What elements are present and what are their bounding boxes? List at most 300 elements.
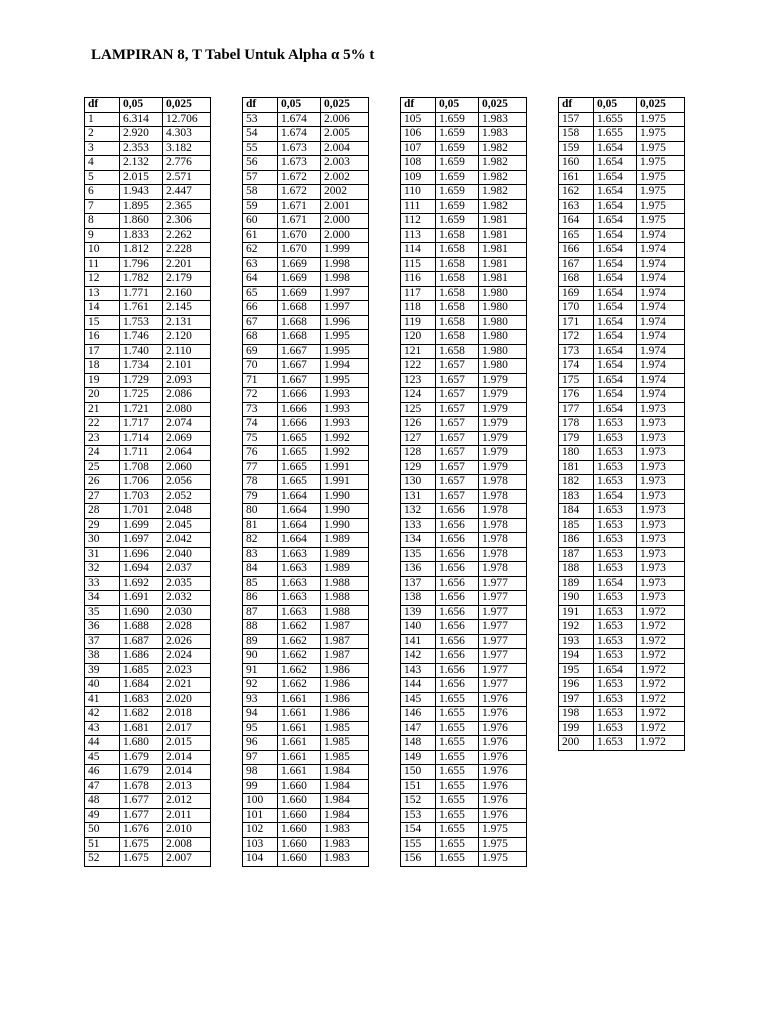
cell-alpha-005: 1.655 (436, 692, 479, 707)
cell-alpha-005: 1.664 (278, 518, 321, 533)
cell-alpha-005: 1.895 (120, 199, 163, 214)
cell-alpha-0025: 2.074 (163, 417, 211, 432)
table-row (85, 214, 211, 229)
cell-alpha-005: 1.653 (594, 504, 637, 519)
table-row (559, 257, 685, 272)
cell-df: 8 (85, 214, 120, 229)
cell-df: 139 (401, 605, 436, 620)
table-row (243, 170, 369, 185)
cell-df: 36 (85, 620, 120, 635)
cell-alpha-005: 1.653 (594, 707, 637, 722)
cell-alpha-005: 1.657 (436, 388, 479, 403)
cell-alpha-0025: 2.011 (163, 808, 211, 823)
cell-alpha-0025: 1.973 (637, 475, 685, 490)
cell-df: 5 (85, 170, 120, 185)
cell-alpha-0025: 1.977 (479, 605, 527, 620)
cell-alpha-005: 1.656 (436, 518, 479, 533)
table-row (85, 344, 211, 359)
cell-df: 100 (243, 794, 278, 809)
cell-alpha-005: 1.654 (594, 156, 637, 171)
cell-alpha-0025: 1.983 (321, 823, 369, 838)
cell-df: 9 (85, 228, 120, 243)
cell-df: 195 (559, 663, 594, 678)
cell-df: 164 (559, 214, 594, 229)
cell-alpha-005: 1.659 (436, 199, 479, 214)
cell-alpha-005: 1.665 (278, 460, 321, 475)
table-row (85, 156, 211, 171)
cell-df: 184 (559, 504, 594, 519)
cell-df: 136 (401, 562, 436, 577)
cell-alpha-005: 1.663 (278, 591, 321, 606)
cell-alpha-0025: 1.984 (321, 794, 369, 809)
cell-alpha-005: 1.670 (278, 243, 321, 258)
cell-alpha-0025: 1.972 (637, 620, 685, 635)
cell-alpha-0025: 1.976 (479, 692, 527, 707)
table-row (559, 228, 685, 243)
cell-alpha-005: 1.667 (278, 359, 321, 374)
cell-alpha-005: 1.692 (120, 576, 163, 591)
cell-alpha-0025: 1.972 (637, 736, 685, 751)
cell-df: 16 (85, 330, 120, 345)
cell-alpha-0025: 1.995 (321, 344, 369, 359)
cell-alpha-0025: 1.979 (479, 373, 527, 388)
table-row (401, 765, 527, 780)
cell-df: 88 (243, 620, 278, 635)
cell-alpha-0025: 1.973 (637, 576, 685, 591)
cell-df: 146 (401, 707, 436, 722)
cell-alpha-005: 1.658 (436, 344, 479, 359)
cell-alpha-005: 1.663 (278, 547, 321, 562)
cell-alpha-0025: 2.571 (163, 170, 211, 185)
table-row (85, 446, 211, 461)
cell-alpha-005: 1.654 (594, 489, 637, 504)
cell-alpha-005: 1.653 (594, 431, 637, 446)
cell-alpha-0025: 1.986 (321, 692, 369, 707)
cell-alpha-005: 1.655 (594, 127, 637, 142)
cell-alpha-005: 1.668 (278, 301, 321, 316)
cell-alpha-0025: 1.972 (637, 663, 685, 678)
cell-alpha-005: 1.660 (278, 779, 321, 794)
header-row (401, 98, 527, 113)
cell-alpha-0025: 2.028 (163, 620, 211, 635)
cell-alpha-0025: 2.015 (163, 736, 211, 751)
cell-alpha-005: 1.661 (278, 692, 321, 707)
table-row (401, 562, 527, 577)
cell-df: 40 (85, 678, 120, 693)
cell-alpha-005: 1.663 (278, 576, 321, 591)
table-row (85, 359, 211, 374)
table-row (85, 634, 211, 649)
table-row (401, 750, 527, 765)
table-row (243, 431, 369, 446)
cell-alpha-005: 1.666 (278, 402, 321, 417)
cell-alpha-005: 1.656 (436, 504, 479, 519)
cell-alpha-0025: 1.974 (637, 388, 685, 403)
cell-df: 85 (243, 576, 278, 591)
table-row (243, 649, 369, 664)
table-row (243, 359, 369, 374)
cell-alpha-0025: 1.975 (637, 156, 685, 171)
cell-alpha-005: 2.353 (120, 141, 163, 156)
table-row (559, 127, 685, 142)
cell-alpha-0025: 1.976 (479, 707, 527, 722)
table-row (243, 823, 369, 838)
cell-alpha-0025: 1.991 (321, 475, 369, 490)
cell-alpha-0025: 1.973 (637, 547, 685, 562)
cell-alpha-005: 1.680 (120, 736, 163, 751)
cell-alpha-005: 1.653 (594, 460, 637, 475)
cell-alpha-005: 1.670 (278, 228, 321, 243)
cell-alpha-0025: 1.984 (321, 808, 369, 823)
cell-df: 194 (559, 649, 594, 664)
cell-alpha-005: 1.668 (278, 330, 321, 345)
cell-alpha-0025: 1.992 (321, 446, 369, 461)
cell-alpha-0025: 2.048 (163, 504, 211, 519)
cell-alpha-0025: 1.998 (321, 257, 369, 272)
table-row (559, 315, 685, 330)
header-df: df (559, 98, 594, 113)
cell-alpha-0025: 2.030 (163, 605, 211, 620)
table-row (85, 112, 211, 127)
cell-alpha-005: 1.653 (594, 692, 637, 707)
cell-df: 140 (401, 620, 436, 635)
table-row (559, 185, 685, 200)
cell-df: 84 (243, 562, 278, 577)
cell-alpha-005: 1.654 (594, 214, 637, 229)
cell-df: 134 (401, 533, 436, 548)
header-df: df (243, 98, 278, 113)
cell-alpha-0025: 2.023 (163, 663, 211, 678)
cell-df: 17 (85, 344, 120, 359)
table-row (243, 286, 369, 301)
cell-alpha-0025: 2.201 (163, 257, 211, 272)
table-row (243, 504, 369, 519)
cell-df: 111 (401, 199, 436, 214)
cell-alpha-0025: 2.004 (321, 141, 369, 156)
table-row (85, 417, 211, 432)
table-row (85, 431, 211, 446)
cell-df: 147 (401, 721, 436, 736)
cell-df: 198 (559, 707, 594, 722)
cell-alpha-0025: 1.974 (637, 330, 685, 345)
cell-df: 1 (85, 112, 120, 127)
cell-alpha-0025: 1.993 (321, 388, 369, 403)
cell-alpha-005: 1.771 (120, 286, 163, 301)
cell-df: 196 (559, 678, 594, 693)
cell-alpha-0025: 1.974 (637, 315, 685, 330)
table-row (85, 388, 211, 403)
cell-alpha-005: 1.669 (278, 286, 321, 301)
cell-alpha-005: 1.655 (594, 112, 637, 127)
cell-alpha-0025: 1.976 (479, 750, 527, 765)
cell-alpha-0025: 1.973 (637, 460, 685, 475)
cell-alpha-005: 1.721 (120, 402, 163, 417)
table-row (401, 460, 527, 475)
cell-alpha-0025: 2.020 (163, 692, 211, 707)
cell-alpha-005: 1.660 (278, 794, 321, 809)
table-row (85, 707, 211, 722)
cell-alpha-005: 1.653 (594, 736, 637, 751)
cell-alpha-005: 1.655 (436, 794, 479, 809)
cell-alpha-0025: 1.979 (479, 417, 527, 432)
table-row (401, 533, 527, 548)
table-row (559, 649, 685, 664)
cell-df: 77 (243, 460, 278, 475)
cell-alpha-0025: 1.977 (479, 663, 527, 678)
table-row (559, 562, 685, 577)
cell-df: 57 (243, 170, 278, 185)
cell-df: 117 (401, 286, 436, 301)
cell-alpha-005: 1.671 (278, 199, 321, 214)
cell-alpha-005: 1.761 (120, 301, 163, 316)
table-row (243, 315, 369, 330)
cell-df: 106 (401, 127, 436, 142)
cell-alpha-005: 1.812 (120, 243, 163, 258)
cell-df: 73 (243, 402, 278, 417)
table-row (559, 605, 685, 620)
cell-alpha-0025: 2.120 (163, 330, 211, 345)
cell-df: 51 (85, 837, 120, 852)
table-row (401, 156, 527, 171)
cell-alpha-0025: 2.145 (163, 301, 211, 316)
cell-alpha-0025: 1.985 (321, 736, 369, 751)
table-row (401, 808, 527, 823)
cell-alpha-005: 1.677 (120, 808, 163, 823)
cell-df: 68 (243, 330, 278, 345)
cell-alpha-0025: 1.976 (479, 779, 527, 794)
cell-alpha-005: 1.657 (436, 446, 479, 461)
table-row (243, 533, 369, 548)
cell-df: 121 (401, 344, 436, 359)
cell-alpha-0025: 2.032 (163, 591, 211, 606)
cell-alpha-0025: 1.973 (637, 518, 685, 533)
cell-alpha-005: 1.673 (278, 141, 321, 156)
cell-alpha-0025: 1.972 (637, 678, 685, 693)
cell-df: 103 (243, 837, 278, 852)
cell-alpha-005: 1.703 (120, 489, 163, 504)
cell-alpha-0025: 1.975 (637, 141, 685, 156)
cell-alpha-005: 1.661 (278, 736, 321, 751)
cell-alpha-005: 1.654 (594, 257, 637, 272)
cell-alpha-005: 1.696 (120, 547, 163, 562)
table-row (559, 707, 685, 722)
cell-df: 75 (243, 431, 278, 446)
cell-alpha-0025: 1.975 (479, 852, 527, 867)
table-row (85, 533, 211, 548)
cell-df: 69 (243, 344, 278, 359)
cell-alpha-005: 1.655 (436, 837, 479, 852)
cell-alpha-0025: 1.974 (637, 301, 685, 316)
cell-alpha-005: 1.943 (120, 185, 163, 200)
cell-alpha-0025: 3.182 (163, 141, 211, 156)
cell-df: 63 (243, 257, 278, 272)
cell-alpha-0025: 1.988 (321, 576, 369, 591)
table-row (85, 257, 211, 272)
cell-alpha-0025: 12.706 (163, 112, 211, 127)
cell-alpha-0025: 1.974 (637, 228, 685, 243)
table-row (85, 692, 211, 707)
cell-alpha-005: 1.654 (594, 576, 637, 591)
cell-alpha-005: 1.685 (120, 663, 163, 678)
cell-alpha-005: 1.655 (436, 808, 479, 823)
table-row (85, 678, 211, 693)
cell-alpha-0025: 1.973 (637, 417, 685, 432)
header-alpha-0025: 0,025 (637, 98, 685, 113)
cell-df: 157 (559, 112, 594, 127)
cell-alpha-005: 1.687 (120, 634, 163, 649)
cell-alpha-0025: 2002 (321, 185, 369, 200)
cell-alpha-005: 1.666 (278, 417, 321, 432)
cell-alpha-005: 1.654 (594, 663, 637, 678)
cell-alpha-0025: 1.988 (321, 591, 369, 606)
cell-alpha-0025: 1.977 (479, 678, 527, 693)
table-row (559, 286, 685, 301)
cell-alpha-0025: 1.974 (637, 373, 685, 388)
table-row (401, 373, 527, 388)
cell-alpha-005: 1.655 (436, 852, 479, 867)
cell-alpha-005: 1.656 (436, 649, 479, 664)
cell-alpha-0025: 1.984 (321, 765, 369, 780)
cell-df: 101 (243, 808, 278, 823)
cell-alpha-005: 1.660 (278, 808, 321, 823)
cell-df: 22 (85, 417, 120, 432)
cell-alpha-0025: 1.994 (321, 359, 369, 374)
table-row (243, 460, 369, 475)
cell-df: 82 (243, 533, 278, 548)
table-row (85, 402, 211, 417)
table-row (243, 852, 369, 867)
cell-df: 4 (85, 156, 120, 171)
table-row (559, 736, 685, 751)
cell-alpha-0025: 1.981 (479, 257, 527, 272)
table-row (401, 823, 527, 838)
cell-alpha-0025: 2.000 (321, 214, 369, 229)
cell-df: 21 (85, 402, 120, 417)
cell-df: 168 (559, 272, 594, 287)
table-row (401, 344, 527, 359)
table-row (559, 475, 685, 490)
cell-df: 151 (401, 779, 436, 794)
table-row (559, 620, 685, 635)
table-row (243, 214, 369, 229)
table-row (559, 663, 685, 678)
cell-df: 154 (401, 823, 436, 838)
cell-df: 89 (243, 634, 278, 649)
header-alpha-0025: 0,025 (321, 98, 369, 113)
cell-df: 166 (559, 243, 594, 258)
cell-df: 197 (559, 692, 594, 707)
cell-alpha-0025: 1.972 (637, 649, 685, 664)
cell-alpha-005: 1.753 (120, 315, 163, 330)
table-row (559, 547, 685, 562)
cell-df: 90 (243, 649, 278, 664)
cell-df: 6 (85, 185, 120, 200)
cell-alpha-005: 1.657 (436, 489, 479, 504)
cell-alpha-005: 1.674 (278, 112, 321, 127)
cell-alpha-005: 1.655 (436, 707, 479, 722)
cell-alpha-005: 1.657 (436, 417, 479, 432)
table-row (85, 736, 211, 751)
cell-df: 169 (559, 286, 594, 301)
table-row (85, 605, 211, 620)
cell-df: 129 (401, 460, 436, 475)
cell-df: 38 (85, 649, 120, 664)
cell-alpha-0025: 1.977 (479, 591, 527, 606)
table-row (243, 243, 369, 258)
cell-df: 67 (243, 315, 278, 330)
cell-alpha-005: 1.653 (594, 446, 637, 461)
cell-alpha-005: 1.674 (278, 127, 321, 142)
cell-df: 131 (401, 489, 436, 504)
table-row (401, 591, 527, 606)
table-row (85, 852, 211, 867)
cell-df: 192 (559, 620, 594, 635)
cell-alpha-0025: 1.973 (637, 562, 685, 577)
cell-df: 177 (559, 402, 594, 417)
cell-alpha-005: 1.653 (594, 533, 637, 548)
cell-alpha-0025: 1.975 (637, 127, 685, 142)
cell-alpha-0025: 1.972 (637, 721, 685, 736)
cell-df: 173 (559, 344, 594, 359)
cell-alpha-0025: 1.983 (479, 112, 527, 127)
cell-alpha-005: 1.653 (594, 518, 637, 533)
cell-alpha-0025: 1.974 (637, 257, 685, 272)
cell-df: 47 (85, 779, 120, 794)
cell-alpha-0025: 2.013 (163, 779, 211, 794)
table-row (559, 591, 685, 606)
cell-alpha-005: 1.655 (436, 736, 479, 751)
cell-alpha-005: 1.653 (594, 547, 637, 562)
cell-alpha-0025: 1.980 (479, 344, 527, 359)
cell-df: 199 (559, 721, 594, 736)
cell-alpha-005: 1.662 (278, 678, 321, 693)
table-row (559, 156, 685, 171)
cell-alpha-005: 1.660 (278, 852, 321, 867)
table-row (85, 562, 211, 577)
cell-alpha-005: 1.746 (120, 330, 163, 345)
header-row (85, 98, 211, 113)
cell-alpha-005: 1.658 (436, 286, 479, 301)
cell-df: 191 (559, 605, 594, 620)
cell-alpha-005: 1.679 (120, 750, 163, 765)
table-row (559, 402, 685, 417)
cell-alpha-0025: 1.991 (321, 460, 369, 475)
header-alpha-0025: 0,025 (163, 98, 211, 113)
cell-alpha-005: 1.654 (594, 388, 637, 403)
table-row (401, 402, 527, 417)
cell-df: 123 (401, 373, 436, 388)
cell-alpha-0025: 2.014 (163, 765, 211, 780)
cell-alpha-0025: 1.979 (479, 431, 527, 446)
cell-alpha-005: 1.655 (436, 750, 479, 765)
cell-df: 32 (85, 562, 120, 577)
cell-alpha-0025: 1.977 (479, 576, 527, 591)
cell-alpha-0025: 1.979 (479, 460, 527, 475)
cell-alpha-005: 1.656 (436, 634, 479, 649)
cell-alpha-0025: 1.986 (321, 707, 369, 722)
table-row (401, 678, 527, 693)
cell-alpha-0025: 1.973 (637, 489, 685, 504)
cell-df: 28 (85, 504, 120, 519)
table-row (85, 765, 211, 780)
cell-alpha-0025: 2.365 (163, 199, 211, 214)
cell-alpha-0025: 2.179 (163, 272, 211, 287)
table-row (559, 301, 685, 316)
cell-alpha-005: 1.678 (120, 779, 163, 794)
table-row (85, 127, 211, 142)
cell-df: 81 (243, 518, 278, 533)
cell-alpha-005: 1.654 (594, 402, 637, 417)
